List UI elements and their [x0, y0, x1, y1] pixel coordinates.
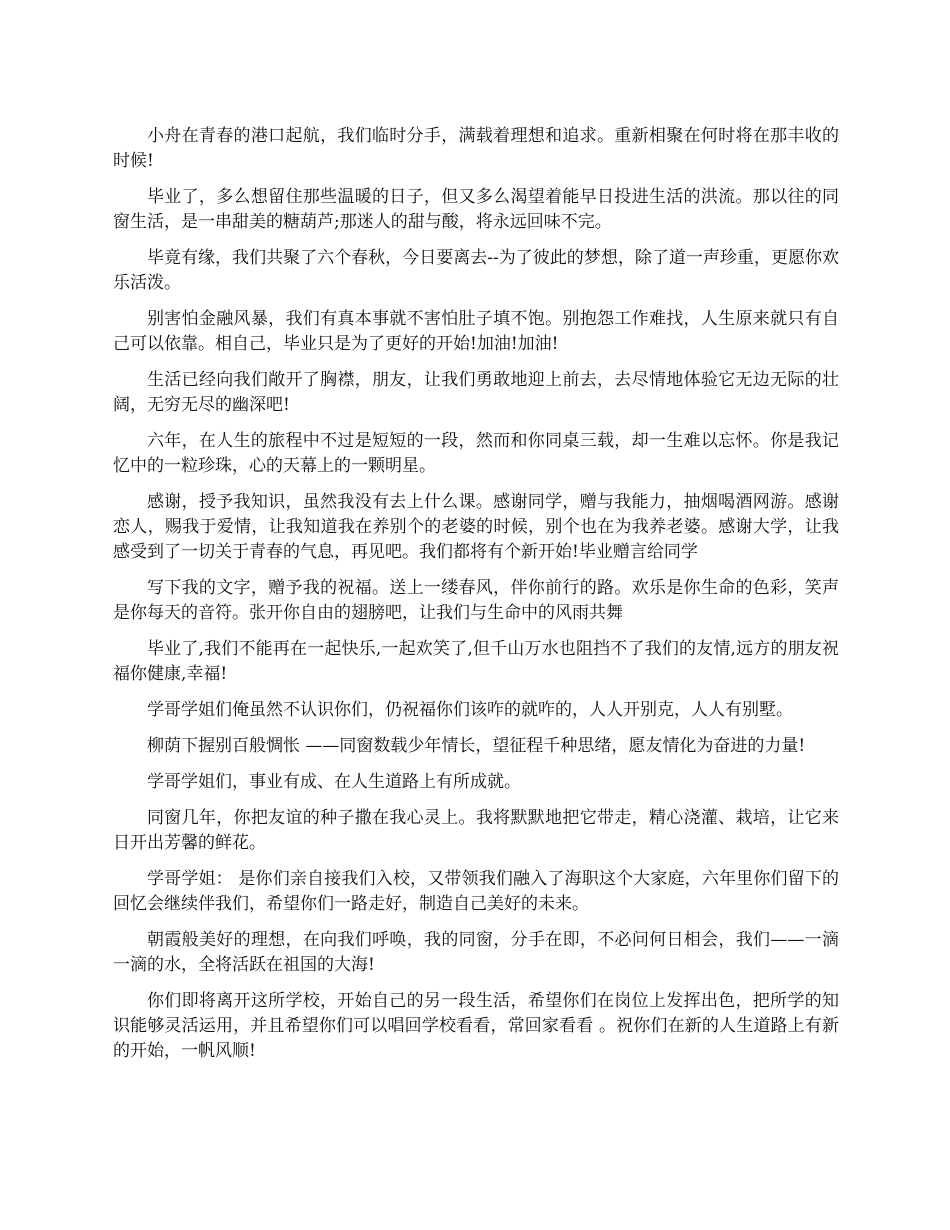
- paragraph-8: 写下我的文字，赠予我的祝福。送上一缕春风，伴你前行的路。欢乐是你生命的色彩，笑声是你每天的音符。张开你自由的翅膀吧，让我们与生命中的风雨共舞: [113, 578, 839, 623]
- paragraph-4: 别害怕金融风暴，我们有真本事就不害怕肚子填不饱。别抱怨工作难找，人生原来就只有自己可以依靠。相自己，毕业只是为了更好的开始!加油!加油!: [113, 309, 839, 354]
- paragraph-3: 毕竟有缘，我们共聚了六个春秋，今日要离去--为了彼此的梦想，除了道一声珍重，更愿你欢乐活泼。: [113, 248, 839, 293]
- paragraph-11: 柳荫下握别百般惆怅 ——同窗数载少年情长，望征程千种思绪，愿友情化为奋进的力量!: [147, 736, 806, 756]
- paragraph-15: 朝霞般美好的理想，在向我们呼唤，我的同窗，分手在即，不必问何日相会，我们——一滴一滴的水，全将活跃在祖国的大海!: [113, 930, 839, 975]
- paragraph-10: 学哥学姐们俺虽然不认识你们，仍祝福你们该咋的就咋的，人人开别克，人人有别墅。: [147, 700, 793, 720]
- paragraph-9: 毕业了,我们不能再在一起快乐,一起欢笑了,但千山万水也阻挡不了我们的友情,远方的朋友祝福你健康,幸福!: [113, 639, 839, 684]
- paragraph-13: 同窗几年，你把友谊的种子撒在我心灵上。我将默默地把它带走，精心浇灌、栽培，让它来日开出芳馨的鲜花。: [113, 808, 839, 853]
- paragraph-2: 毕业了，多么想留住那些温暖的日子，但又多么渴望着能早日投进生活的洪流。那以往的同窗生活，是一串甜美的糖葫芦;那迷人的甜与酸，将永远回味不完。: [113, 187, 839, 232]
- paragraph-12: 学哥学姐们，事业有成、在人生道路上有所成就。: [147, 772, 521, 792]
- paragraph-6: 六年，在人生的旅程中不过是短短的一段，然而和你同桌三载，却一生难以忘怀。你是我记忆中的一粒珍珠，心的天幕上的一颗明星。: [113, 431, 839, 476]
- document-body: [113, 124, 839, 1075]
- paragraph-5: 生活已经向我们敞开了胸襟，朋友，让我们勇敢地迎上前去，去尽情地体验它无边无际的壮阔，无穷无尽的幽深吧!: [113, 370, 839, 415]
- paragraph-7: 感谢，授予我知识，虽然我没有去上什么课。感谢同学，赠与我能力，抽烟喝酒网游。感谢恋人，赐我于爱情，让我知道我在养别个的老婆的时候，别个也在为我养老婆。感谢大学，让我感受到了一切关于青春的气息，再见吧。我们都将有个新开始!毕业赠言给同学: [113, 492, 839, 562]
- paragraph-1: 小舟在青春的港口起航，我们临时分手，满载着理想和追求。重新相聚在何时将在那丰收的时候!: [113, 126, 839, 171]
- paragraph-14: 学哥学姐： 是你们亲自接我们入校，又带领我们融入了海职这个大家庭，六年里你们留下的回忆会继续伴我们，希望你们一路走好，制造自己美好的未来。: [113, 869, 839, 914]
- paragraph-16: 你们即将离开这所学校，开始自己的另一段生活，希望你们在岗位上发挥出色，把所学的知识能够灵活运用，并且希望你们可以唱回学校看看，常回家看看 。祝你们在新的人生道路上有新的开始，一帆风顺!: [113, 991, 839, 1061]
